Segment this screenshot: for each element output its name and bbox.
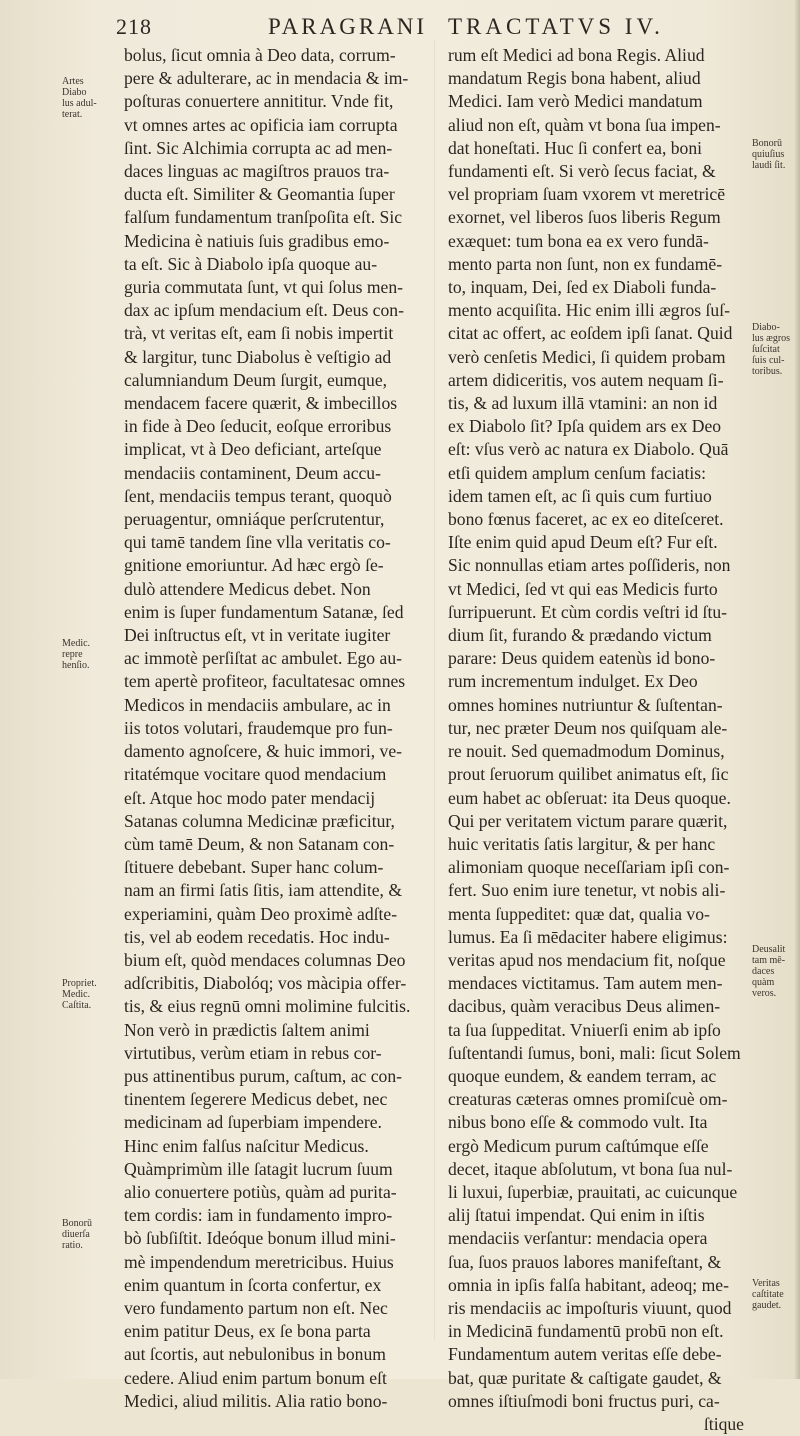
text-line: veritas apud nos mendacium fit, noſque [448,949,726,970]
text-line: calumniandum Deum ſurgit, eumque, [124,369,388,390]
text-line: eſt: vſus verò ac natura ex Diabolo. Quā [448,439,729,460]
right-text-column [448,44,744,1436]
margin-note-line: henſio. [62,660,90,671]
text-line: Non verò in prædictis ſaltem animi [124,1019,370,1040]
text-line: tinentem ſegerere Medicus debet, nec [124,1089,388,1110]
margin-note-line: lus adul- [62,98,97,109]
text-line: cùm tamē Deum, & non Satanam con- [124,833,395,854]
margin-note-line: diuerſa [62,1229,90,1240]
margin-note-line: quiuſius [752,149,785,160]
text-line: ſent, mendaciis tempus terant, quoquò [124,485,392,506]
running-head-left: PARAGRANI [268,14,428,39]
text-line: prout ſeruorum quilibet animatus eſt, ſic [448,764,729,785]
text-line: Fundamentum autem veritas eſſe debe- [448,1344,722,1365]
text-line: adſcribitis, Diabolóq; vos màcipia offer- [124,973,407,994]
text-line: ergò Medicum purum caſtúmque eſſe [448,1135,709,1156]
text-line: Medici. Iam verò Medici mandatum [448,91,703,112]
margin-note-right-4 [752,1278,796,1311]
text-line: mento acquiſita. Hic enim illi ægros ſuſ- [448,300,730,321]
text-line: gnitione emoriuntur. Ad hæc ergò ſe- [124,555,384,576]
text-line: alimoniam quoque neceſſariam ipſi con- [448,857,730,878]
text-line: verò cenſetis Medici, ſi quidem probam [448,346,726,367]
text-line: & largitur, tunc Diabolus è veſtigio ad [124,346,392,367]
text-line: ſua, ſuos prauos labores manifeſtant, & [448,1251,722,1272]
margin-note-line: Diabo [62,87,87,98]
text-line: ſtique [703,1413,744,1434]
text-line: ta eſt. Sic à Diabolo ipſa quoque au- [124,253,378,274]
text-line: tem apertè profiteor, facultatesac omnes [124,671,406,692]
text-line: dium ſit, furando & prædando victum [448,625,712,646]
margin-note-right-1 [752,138,796,171]
text-line: Satanas columna Medicinæ præficitur, [124,810,395,831]
margin-note-line: Medic. [62,638,91,649]
text-line: menta ſuppeditet: quæ dat, qualia vo- [448,903,710,924]
text-line: iis totos volutari, fraudemque pro fun- [124,717,393,738]
text-line: exæquet: tum bona ea ex vero fundā- [448,230,709,251]
text-line: dacibus, quàm veracibus Deus alimen- [448,996,721,1017]
text-line: quoque eundem, & eandem terram, ac [448,1065,717,1086]
text-line: Medici, aliud militis. Alia ratio bono- [124,1390,388,1411]
margin-note-line: Caſtita. [62,1000,92,1011]
text-line: li luxui, ſuperbiæ, prauitati, ac cuicunque [448,1181,738,1202]
text-line: ex Diabolo ſit? Ipſa quidem ars ex Deo [448,416,722,437]
text-line: tem cordis: iam in fundamento impro- [124,1205,393,1226]
text-line: virtutibus, verùm etiam in rebus cor- [124,1042,382,1063]
text-line: ſuſtentandi ſumus, boni, mali: ſicut Solem [448,1042,741,1063]
margin-note-line: ſuis cul- [752,355,785,366]
text-line: to, inquam, Dei, ſed ex Diaboli funda- [448,277,717,298]
text-line: enim patitur Deus, ex ſe bona parta [124,1321,371,1342]
text-line: Sic nonnullas etiam artes poſſideris, non [448,555,731,576]
text-line: dulò attendere Medicus debet. Non [124,578,371,599]
text-line: omnes homines nutriuntur & ſuſtentan- [448,694,723,715]
text-line: re nouit. Sed quemadmodum Dominus, [448,741,725,762]
margin-note-line: laudi ſit. [752,160,786,171]
text-line: parare: Deus quidem eatenùs id bono- [448,648,716,669]
text-line: rum eſt Medici ad bona Regis. Aliud [448,45,705,65]
text-line: bat, quæ puritate & caſtigate gaudet, & [448,1367,722,1388]
running-head-right: TRACTATVS IV. [448,14,664,39]
text-line: ris mendaciis ac impoſturis viuunt, quod [448,1297,732,1318]
text-line: aut ſcortis, aut nebulonibus in bonum [124,1344,386,1365]
margin-note-right-2 [752,322,796,377]
margin-note-line: Propriet. [62,978,97,989]
text-line: nibus bono eſſe & commodo vult. Ita [448,1112,708,1133]
text-line: guria commutata ſunt, vt qui ſolus men- [124,277,404,298]
text-line: poſturas conuertere annititur. Vnde fit, [124,91,394,112]
column-gutter [434,40,435,1340]
text-line: tis, vel ab eodem recedatis. Hoc indu- [124,926,390,947]
margin-note-line: repre [62,649,83,660]
text-line: rum incrementum indulget. Ex Deo [448,671,698,692]
text-line: decet, itaque abſolutum, vt bona ſua nul- [448,1158,733,1179]
text-line: Hinc enim falſus naſcitur Medicus. [124,1135,369,1156]
margin-note-left-4 [62,1218,118,1251]
text-line: in Medicinā fundamentū probū non eſt. [448,1321,724,1342]
text-line: etſi quidem amplum cenſum faciatis: [448,462,706,483]
text-line: eſt. Atque hoc modo pater mendacij [124,787,376,808]
margin-note-line: gaudet. [752,1300,782,1311]
text-line: bium eſt, quòd mendaces columnas Deo [124,949,406,970]
margin-note-line: tam mē- [752,955,786,966]
text-line: huic veritatis ſatis largitur, & per hanc [448,833,716,854]
margin-note-right-3 [752,944,796,999]
text-line: pere & adulterare, ac in mendacia & im- [124,68,409,89]
text-line: ſurripuerunt. Et cùm cordis veſtri id ſtu- [448,601,727,622]
text-line: qui tamē tandem ſine vlla veritatis co- [124,532,391,553]
text-line: falſum fundamentum tranſpoſita eſt. Sic [124,207,403,228]
text-line: Medicos in mendaciis ambulare, ac in [124,694,391,715]
margin-note-line: caſtitate [752,1289,784,1300]
text-line: ſtituere debebant. Super hanc colum- [124,857,384,878]
text-line: lumus. Ea ſi mēdaciter habere eligimus: [448,926,728,947]
margin-note-left-2 [62,638,118,671]
text-line: Dei inſtructus eſt, vt in veritate iugiter [124,625,391,646]
text-line: artem didiceritis, vos autem nequam ſi- [448,369,724,390]
margin-note-line: Veritas [752,1278,780,1289]
margin-note-line: Bonorū [62,1218,92,1229]
text-line: Medicina è natiuis ſuis gradibus emo- [124,230,390,251]
text-line: in fide à Deo ſeducit, eoſque erroribus [124,416,392,437]
text-line: nam an firmi ſatis ſitis, iam attendite, & [124,880,403,901]
text-line: vero fundamento partum non eſt. Nec [124,1297,388,1318]
margin-note-line: lus ægros [752,333,791,344]
text-line: mandatum Regis bona habent, aliud [448,68,701,89]
page-header [0,6,800,46]
text-line: damento agnoſcere, & huic immori, ve- [124,741,402,762]
text-line: ta ſua ſuppeditat. Vniuerſi enim ab ipſo [448,1019,721,1040]
margin-note-line: Medic. [62,989,91,1000]
text-line: Qui per veritatem victum parare quærit, [448,810,728,831]
text-line: implicat, vt à Deo deficiant, arteſque [124,439,382,460]
text-line: alij ſtatui impendat. Qui enim in iſtis [448,1205,705,1226]
margin-note-line: Deusalit [752,944,786,955]
text-line: eum habet ac obſeruat: ita Deus quoque. [448,787,731,808]
text-line: Iſte enim quid apud Deum eſt? Fur eſt. [448,532,718,553]
margin-note-line: terat. [62,109,83,120]
text-line: aliud non eſt, quàm vt bona ſua impen- [448,114,721,135]
text-line: Quàmprimùm ille ſatagit lucrum ſuum [124,1158,393,1179]
margin-note-line: quàm [752,977,775,988]
margin-note-line: Diabo- [752,322,780,333]
text-line: vt Medici, ſed vt qui eas Medicis furto [448,578,718,599]
text-line: creaturas cæteras omnes promiſcuè om- [448,1089,728,1110]
text-line: bò ſubſiſtit. Ideóque bonum illud mini- [124,1228,396,1249]
page-number: 218 [116,14,152,39]
text-line: daces linguas ac magiſtros prauos tra- [124,161,390,182]
text-line: mendacem facere quærit, & imbecillos [124,393,398,414]
text-line: ducta eſt. Similiter & Geomantia ſuper [124,184,395,205]
text-line: experiamini, quàm Deo proximè adſte- [124,903,398,924]
text-line: dax ac ipſum mendacium eſt. Deus con- [124,300,404,321]
text-line: citat ac offert, ac eoſdem ipſi ſanat. Quid [448,323,733,344]
text-line: alio conuertere potiùs, quàm ad purita- [124,1181,397,1202]
text-line: fert. Suo enim iure tenetur, vt nobis ali- [448,880,726,901]
text-line: cedere. Aliud enim partum bonum eſt [124,1367,387,1388]
text-line: idem tamen eſt, ac ſi quis cum furtiuo [448,485,712,506]
text-line: mento parta non ſunt, non ex fundamē- [448,253,723,274]
text-line: mè impendendum meretricibus. Huius [124,1251,394,1272]
text-line: vel propriam ſuam vxorem vt meretricē [448,184,725,205]
text-line: mendaciis verſantur: mendacia opera [448,1228,708,1249]
text-line: exornet, vel liberos ſuos liberis Regum [448,207,721,228]
text-line: mendaciis contaminent, Deum accu- [124,462,381,483]
text-line: tis, & eius regnū omni molimine fulcitis. [124,996,411,1017]
text-line: trà, vt veritas eſt, eam ſi nobis impertit [124,323,394,344]
text-line: vt omnes artes ac opificia iam corrupta [124,114,398,135]
text-line: enim quantum in ſcorta confertur, ex [124,1274,382,1295]
text-line: omnia in ipſis falſa habitant, adeoq; me- [448,1274,729,1295]
text-line: medicinam ad ſuperbiam impendere. [124,1112,382,1133]
text-line: enim is ſuper fundamentum Satanæ, ſed [124,601,404,622]
text-line: ſint. Sic Alchimia corrupta ac ad men- [124,137,393,158]
margin-note-line: toribus. [752,366,783,377]
text-line: bolus, ſicut omnia à Deo data, corrum- [124,45,396,65]
text-line: mendaces victitamus. Tam autem men- [448,973,723,994]
margin-note-line: Bonorū [752,138,782,149]
left-text-column [124,44,424,1413]
text-line: tur, nec præter Deum nos quiſquam ale- [448,717,728,738]
text-line: ac immotè perſiſtat ac ambulet. Ego au- [124,648,402,669]
text-line: omnes iſtiuſmodi boni fructus puri, ca- [448,1390,720,1411]
margin-note-left-3 [62,978,118,1011]
text-line: ritatémque vocitare quod mendacium [124,764,387,785]
text-line: fundamenti eſt. Si verò ſecus faciat, & [448,161,716,182]
text-line: bono fœnus faceret, ac ex eo diteſceret. [448,509,724,530]
margin-note-left-1 [62,76,118,120]
text-line: pus attinentibus purum, caſtum, ac con- [124,1065,403,1086]
margin-note-line: Artes [62,76,84,87]
margin-note-line: daces [752,966,775,977]
page-edge-shadow [794,0,800,1379]
text-line: tis, & ad luxum illā vtamini: an non id [448,393,718,414]
text-line: peruagentur, omniáque perſcrutentur, [124,509,385,530]
margin-note-line: veros. [752,988,777,999]
text-line: dat honeſtati. Huc ſi confert ea, boni [448,137,703,158]
margin-note-line: ratio. [62,1240,83,1251]
margin-note-line: ſuſcitat [752,344,780,355]
